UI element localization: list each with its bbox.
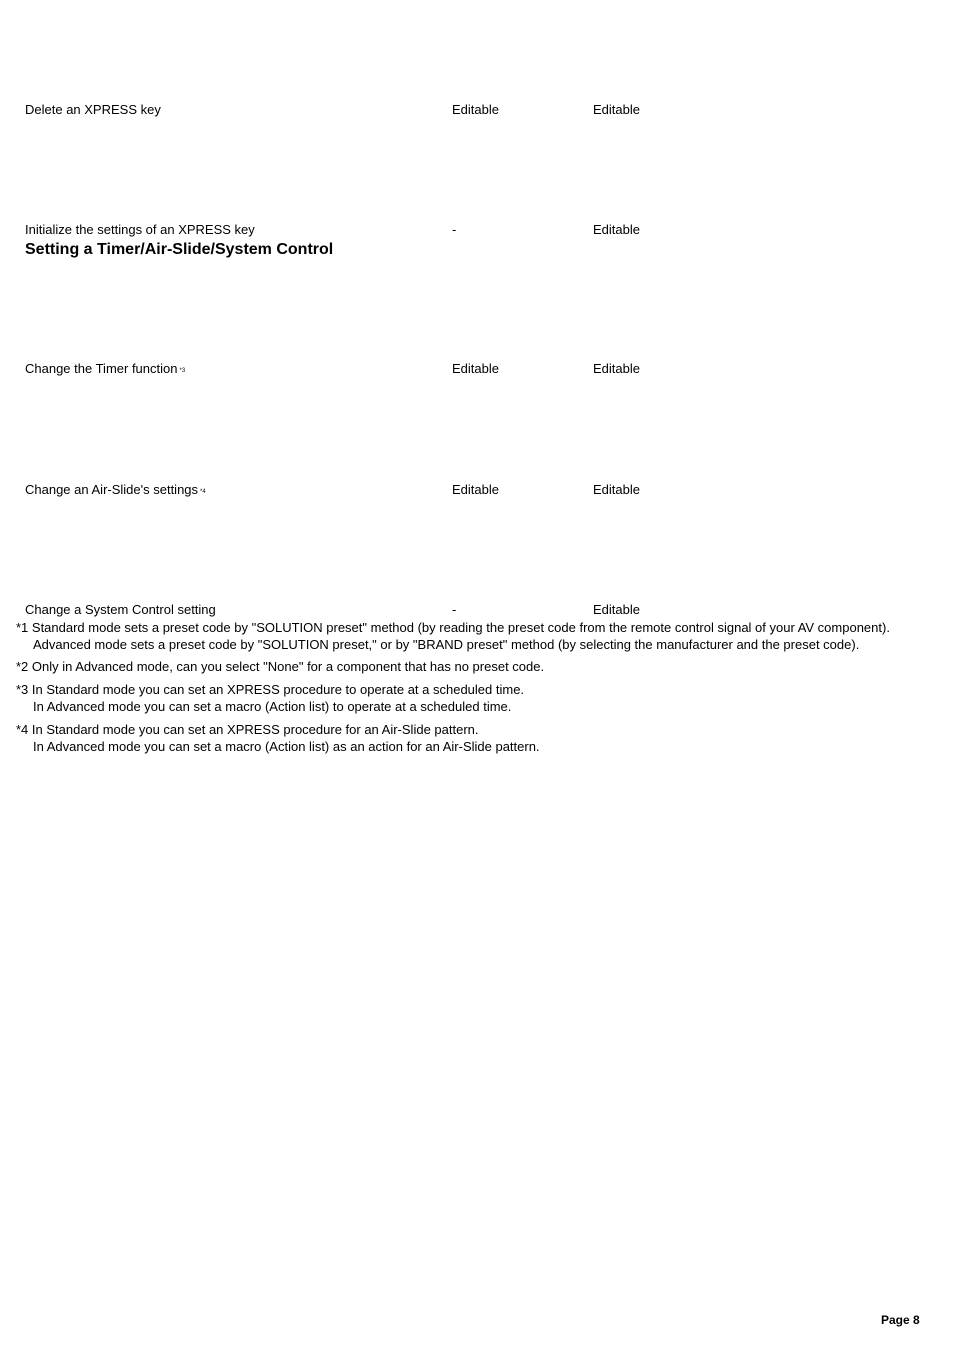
row-advanced-value: Editable: [593, 102, 640, 117]
row-label-initialize-xpress-key: Initialize the settings of an XPRESS key: [25, 222, 255, 237]
row-label-change-air-slide: Change an Air-Slide's settings $^{*4}$: [25, 482, 206, 497]
footnote-1: *1 Standard mode sets a preset code by "SOLUTION preset" method (by reading the preset code from the remote control signal of your AV component). Advanced mode sets a preset code by "SOLUTION preset," or by "BRAND preset" method (by selecting the manufacturer and the preset code).: [16, 620, 890, 652]
row-standard-value: Editable: [452, 361, 499, 376]
footnote-4: *4 In Standard mode you can set an XPRESS procedure for an Air-Slide pattern. In Advanced mode you can set a macro (Action list) as an action for an Air-Slide pattern.: [16, 722, 540, 754]
row-standard-value: Editable: [452, 482, 499, 497]
row-standard-value: -: [452, 602, 457, 617]
footnote-ref: *4: [200, 489, 206, 495]
row-advanced-value: Editable: [593, 222, 640, 237]
footnote-2: *2 Only in Advanced mode, can you select "None" for a component that has no preset code.: [16, 659, 545, 674]
row-advanced-value: Editable: [593, 482, 640, 497]
row-label-change-system-control: Change a System Control setting: [25, 602, 216, 617]
page-number: Page 8: [881, 1313, 920, 1327]
footnote-3: *3 In Standard mode you can set an XPRESS procedure to operate at a scheduled time. In Advanced mode you can set a macro (Action list) to operate at a scheduled time.: [16, 682, 525, 714]
footnote-ref: *3: [179, 368, 186, 374]
row-standard-value: -: [452, 222, 457, 237]
row-label-delete-xpress-key: Delete an XPRESS key: [25, 102, 161, 117]
row-standard-value: Editable: [452, 102, 499, 117]
row-advanced-value: Editable: [593, 361, 640, 376]
row-advanced-value: Editable: [593, 602, 640, 617]
row-label-change-timer: Change the Timer function $^{*3}$: [25, 361, 186, 376]
section-heading: Setting a Timer/Air-Slide/System Control: [25, 241, 334, 258]
